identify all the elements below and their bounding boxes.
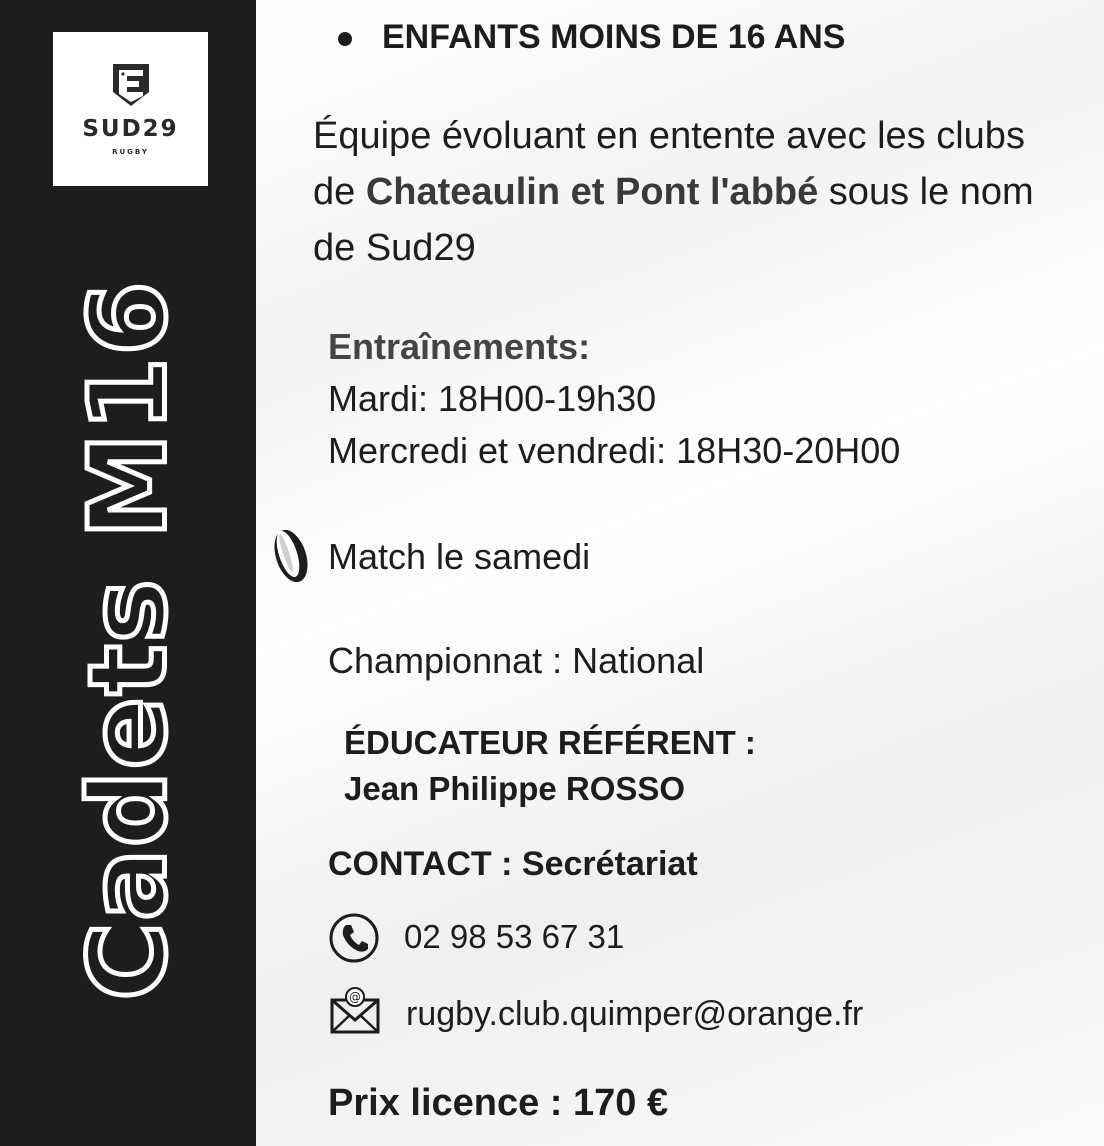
intro-paragraph xyxy=(313,108,1043,276)
match-day: Match le samedi xyxy=(328,536,591,577)
intro-text-2: sous le nom de Sud29 xyxy=(313,171,1034,269)
educator-label: ÉDUCATEUR RÉFÉRENT : xyxy=(344,724,756,761)
info-panel xyxy=(256,0,1104,1146)
category-title: Cadets M16 xyxy=(66,279,190,1001)
intro-clubs: Chateaulin et Pont l'abbé xyxy=(365,171,819,213)
contact-label: CONTACT : Secrétariat xyxy=(328,845,698,883)
logo-name: SUD29 xyxy=(82,116,179,142)
championship: Championnat : National xyxy=(328,640,705,681)
email-icon xyxy=(328,986,384,1036)
phone-icon xyxy=(328,912,382,964)
license-price: Prix licence : 170 € xyxy=(328,1082,669,1124)
age-group-heading: ENFANTS MOINS DE 16 ANS xyxy=(382,18,846,56)
phone-number[interactable]: 02 98 53 67 31 xyxy=(404,918,625,955)
bullet-icon xyxy=(338,32,352,46)
intro-text-1: Équipe évoluant en entente avec les clubs de xyxy=(313,115,1025,213)
training-line: Mercredi et vendredi: 18H30-20H00 xyxy=(328,430,901,471)
rugby-ball-icon xyxy=(268,526,314,586)
club-logo xyxy=(53,32,208,186)
club-crest-icon xyxy=(109,62,153,108)
training-line: Mardi: 18H00-19h30 xyxy=(328,378,657,419)
logo-subtitle: RUGBY xyxy=(112,148,149,156)
educator-name: Jean Philippe ROSSO xyxy=(344,770,686,807)
svg-text:@: @ xyxy=(349,990,361,1004)
sidebar xyxy=(0,0,256,1146)
email-address[interactable]: rugby.club.quimper@orange.fr xyxy=(406,995,864,1033)
training-title: Entraînements: xyxy=(328,326,591,367)
